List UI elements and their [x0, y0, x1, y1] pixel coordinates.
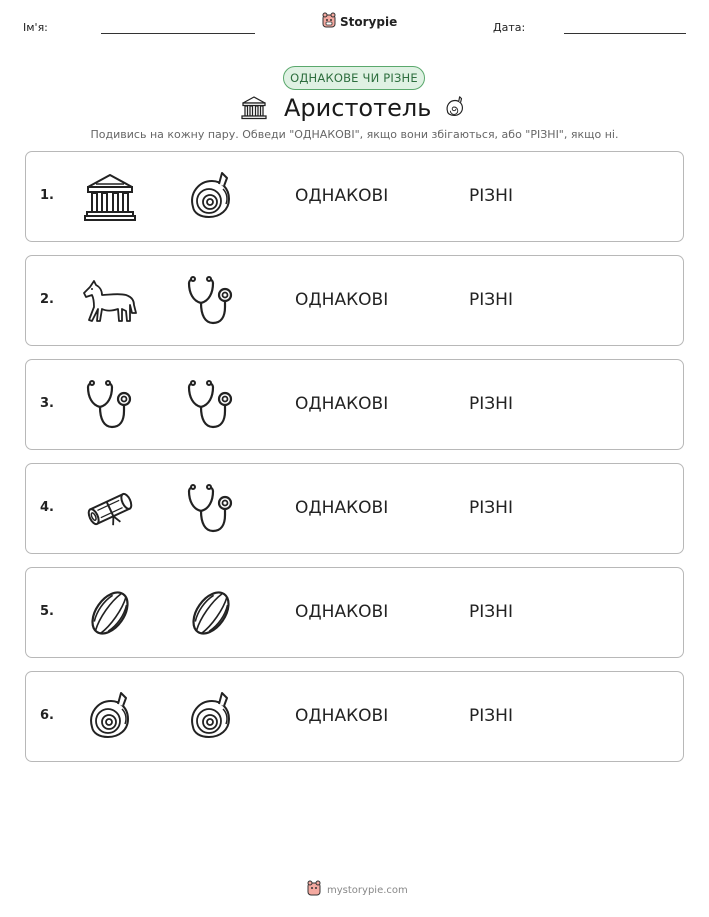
- option-same[interactable]: ОДНАКОВІ: [295, 706, 389, 726]
- page-title: Аристотель: [284, 94, 432, 122]
- pair-row: [25, 671, 684, 762]
- instructions: Подивись на кожну пару. Обведи "ОДНАКОВІ", якщо вони збігаються, або "РІЗНІ", якщо ні.: [90, 128, 619, 141]
- temple-icon: [240, 94, 268, 126]
- date-label: Дата:: [493, 21, 526, 34]
- seed-icon: [183, 585, 239, 641]
- pair-row: [25, 359, 684, 450]
- row-number: 5.: [40, 604, 54, 619]
- row-number: 4.: [40, 500, 54, 515]
- option-different[interactable]: РІЗНІ: [469, 498, 513, 518]
- option-different[interactable]: РІЗНІ: [469, 394, 513, 414]
- pair-row: [25, 151, 684, 242]
- seed-icon: [82, 585, 138, 641]
- option-different[interactable]: РІЗНІ: [469, 186, 513, 206]
- temple-icon: [82, 169, 138, 225]
- row-number: 6.: [40, 708, 54, 723]
- option-same[interactable]: ОДНАКОВІ: [295, 602, 389, 622]
- stethoscope-icon: [183, 481, 239, 537]
- name-line[interactable]: [101, 33, 255, 34]
- option-same[interactable]: ОДНАКОВІ: [295, 290, 389, 310]
- date-line[interactable]: [564, 33, 686, 34]
- stethoscope-icon: [183, 377, 239, 433]
- option-different[interactable]: РІЗНІ: [469, 290, 513, 310]
- pair-row: [25, 255, 684, 346]
- pair-row: [25, 567, 684, 658]
- option-same[interactable]: ОДНАКОВІ: [295, 498, 389, 518]
- row-number: 3.: [40, 396, 54, 411]
- horse-icon: [82, 273, 138, 329]
- row-number: 1.: [40, 188, 54, 203]
- snail-shell-icon: [183, 169, 239, 225]
- stethoscope-icon: [82, 377, 138, 433]
- name-label: Ім'я:: [23, 21, 48, 34]
- snail-shell-icon: [82, 689, 138, 745]
- row-number: 2.: [40, 292, 54, 307]
- scroll-icon: [82, 481, 138, 537]
- pair-row: [25, 463, 684, 554]
- worksheet-type-badge: ОДНАКОВЕ ЧИ РІЗНЕ: [283, 66, 425, 90]
- option-same[interactable]: ОДНАКОВІ: [295, 186, 389, 206]
- snail-shell-icon: [183, 689, 239, 745]
- option-different[interactable]: РІЗНІ: [469, 602, 513, 622]
- footer: [307, 880, 408, 900]
- snail-shell-icon: [442, 94, 468, 124]
- brand-logo: [322, 12, 397, 32]
- storypie-mascot-icon: [307, 880, 321, 900]
- stethoscope-icon: [183, 273, 239, 329]
- storypie-mascot-icon: [322, 12, 336, 32]
- footer-url: mystorypie.com: [327, 884, 408, 896]
- brand-name: Storypie: [340, 15, 398, 29]
- option-different[interactable]: РІЗНІ: [469, 706, 513, 726]
- option-same[interactable]: ОДНАКОВІ: [295, 394, 389, 414]
